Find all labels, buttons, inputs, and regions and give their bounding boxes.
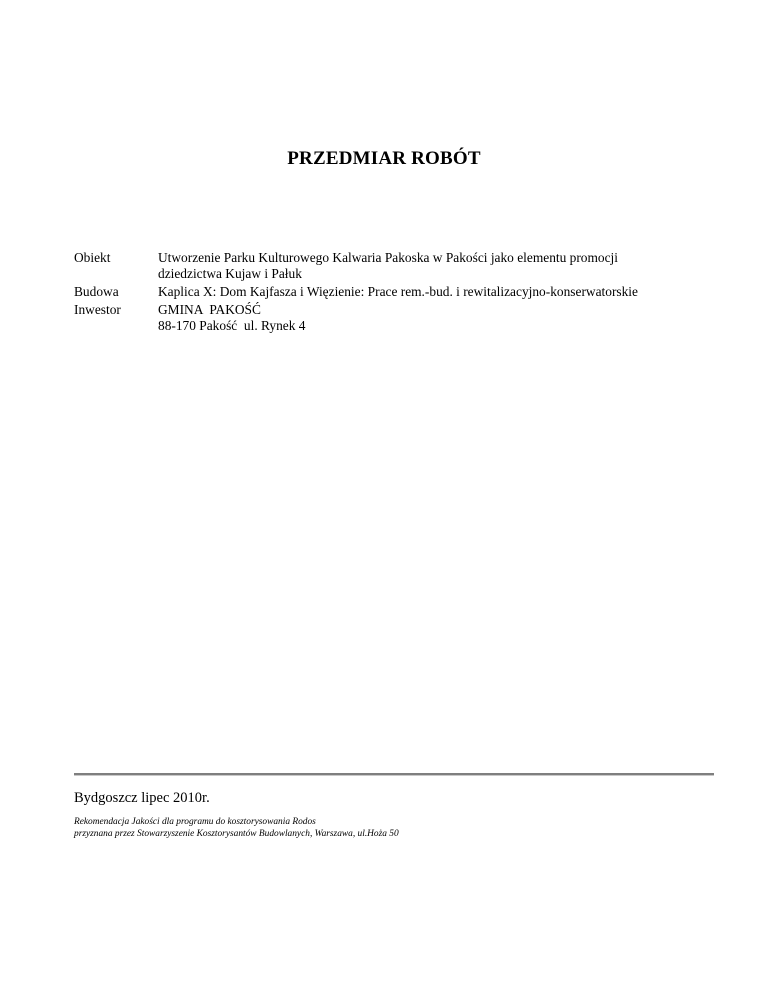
budowa-label: Budowa [74,284,119,299]
inwestor-value [158,302,694,334]
inwestor-value-line2: 88-170 Pakość ul. Rynek 4 [158,318,306,333]
obiekt-value-line2: dziedzictwa Kujaw i Pałuk [158,266,302,281]
obiekt-label: Obiekt [74,250,111,265]
obiekt-value-line1: Utworzenie Parku Kulturowego Kalwaria Pakoska w Pakości jako elementu promocji [158,250,618,265]
footer-divider [74,773,714,776]
footer-place-date: Bydgoszcz lipec 2010r. [74,790,210,806]
page-title: PRZEDMIAR ROBÓT [287,148,481,169]
info-row-inwestor [74,302,694,334]
budowa-value [158,284,694,300]
info-row-obiekt [74,250,694,282]
obiekt-value [158,250,694,282]
inwestor-value-line1: GMINA PAKOŚĆ [158,302,261,317]
footer-note [74,816,399,840]
info-row-budowa [74,284,694,300]
budowa-value-line: Kaplica X: Dom Kajfasza i Więzienie: Prace rem.-bud. i rewitalizacyjno-konserwatorskie [158,284,638,299]
footer-note-line1: Rekomendacja Jakości dla programu do kosztorysowania Rodos [74,817,316,827]
footer-note-line2: przyznana przez Stowarzyszenie Kosztorysantów Budowlanych, Warszawa, ul.Hoża 50 [74,829,399,839]
inwestor-label: Inwestor [74,302,121,317]
info-table [74,250,694,336]
